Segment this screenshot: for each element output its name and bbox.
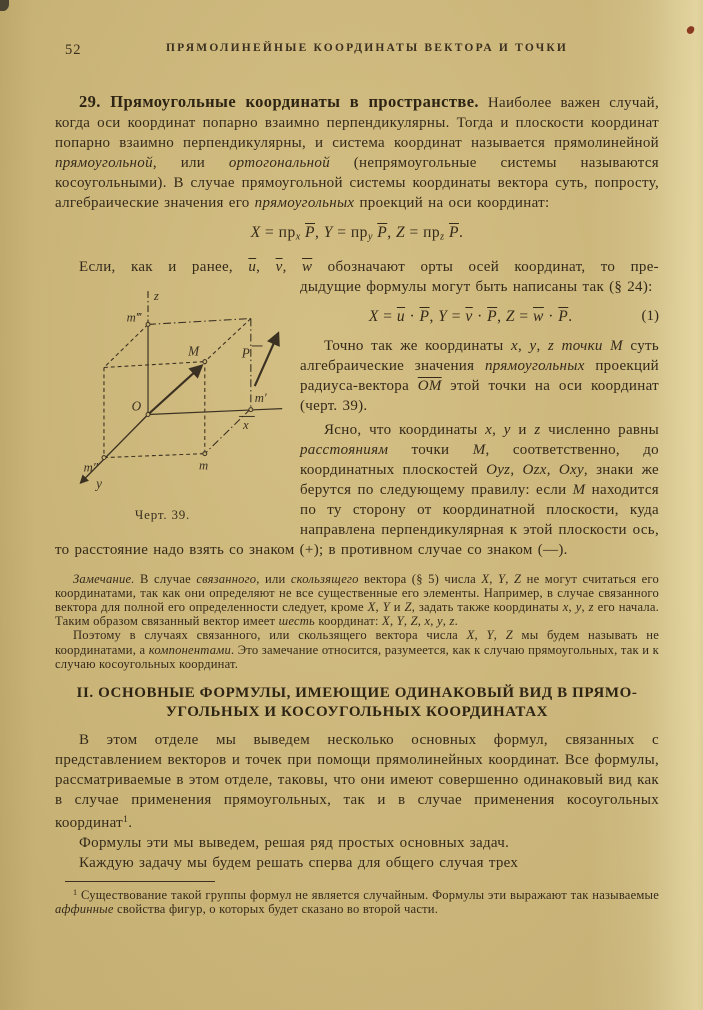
x-axis [148, 408, 282, 414]
paragraph-formuly: Формулы эти мы выведем, решая ряд простых основных задач. [79, 834, 510, 851]
vector-P [255, 333, 279, 386]
section-2-heading [55, 684, 659, 722]
paragraph-yasno: Ясно, что координаты x, y и z численно равны расстояниям точки M, соответственно, до координатных плоскостей Oyz, Ozx, Oxy, знаки же берутся по следующему правилу: если M находится по ту сторону от координатной плоскости, куда направлена перпендикулярная к этой плоскости ось, то расстояние надо взять со знаком (+); в противном случае со знаком (—). [55, 421, 660, 558]
point-M [203, 359, 207, 363]
label-x: x [243, 417, 249, 432]
paragraph-section2-intro: В этом отделе мы выведем несколько основных формул, связанных с представлением векторов и точек при помощи прямолинейных координат. Все формулы, рассматриваемые в этом отделе, таковы, что они имеют совершенно одинаковый вид как в случае применения прямоугольных, так и в случае применения косоугольных координат$^1$. [55, 731, 659, 831]
point-m-double [102, 455, 106, 459]
label-P: P [241, 345, 250, 361]
point-m [203, 451, 207, 455]
point-m-prime [249, 407, 253, 411]
figure-caption: Черт. 39. [134, 506, 191, 522]
remark-block [55, 572, 659, 671]
paragraph-section29: 29. Прямоугольные координаты в пространстве. Наиболее важен случай, когда оси координат попарно взаимно перпендикулярны. Тогда и плоскости координат попарно взаимно перпендикулярны, и система координат называется прямолинейной прямоугольной, или ортогональной (непрямоугольные системы называются косоугольными). В случае прямоугольной системы координаты вектора суть, попросту, алгебраические значения его прямоугольных проекций на оси координат: [55, 92, 659, 211]
figure-chert-39 [55, 283, 290, 523]
box-bottom-edge [104, 453, 205, 457]
section-2-heading-line1: II. ОСНОВНЫЕ ФОРМУЛЫ, ИМЕЮЩИЕ ОДИНАКОВЫЙ ВИД В ПРЯМО- [76, 684, 638, 701]
label-M: M [188, 343, 200, 359]
footnote-text: $^1$ Существование такой группы формул не является случайным. Формулы эти выражают так называемые аффинные свойства фигур, о которых будет сказано во второй части. [55, 887, 659, 917]
paragraph-orts-continuation: дыдущие формулы могут быть написаны так (§ 24): [300, 278, 653, 295]
formula-1-body: $X = \overline{u} \cdot \overline{P}$, $Y = \overline{v} \cdot \overline{P}$, $Z = \overline{w} \cdot \overline{P}$. [368, 307, 573, 325]
running-title: ПРЯМОЛИНЕЙНЫЕ КООРДИНАТЫ ВЕКТОРА И ТОЧКИ [165, 42, 569, 54]
label-z: z [153, 288, 159, 303]
footnote-rule [65, 881, 215, 882]
paragraph-orts-line1: Если, как и ранее, $\overline{u}$, $\overline{v}$, $\overline{w}$ обозначают орты осей координат, то пре- [79, 258, 659, 275]
section-2-heading-line2: УГОЛЬНЫХ И КОСОУГОЛЬНЫХ КООРДИНАТАХ [165, 703, 549, 720]
page-number: 52 [65, 42, 82, 58]
box-top-right-edge [148, 318, 251, 324]
label-O: O [131, 398, 142, 414]
paragraph-tochno: Точно так же координаты x, y, z точки M суть алгебраические значения прямоугольных проекций радиуса-вектора $\overline{OM}$ этой точки на оси координат (черт. 39). [300, 337, 659, 414]
label-m-triple: m‴ [126, 309, 142, 324]
remark-paragraph-2: Поэтому в случаях связанного, или скользящего вектора числа X, Y, Z мы будем называть не координатами, а компонентами. Это замечание относится, разумеется, как к случаю прямоугольных, так и к случаю косоугольных координат. [55, 628, 660, 671]
label-y: y [96, 475, 102, 491]
page-header [55, 42, 659, 60]
paragraph-kazhduyu: Каждую задачу мы будем решать сперва для общего случая трех [79, 854, 519, 871]
label-m-double: m″ [83, 459, 99, 474]
radius-vector-OM [148, 365, 202, 414]
label-m: m [198, 457, 209, 472]
box-top-left-edge [104, 324, 148, 367]
formula-projections: X = прx $\overline{P}$, Y = прy $\overline{P}$, Z = прz $\overline{P}$. [250, 224, 464, 243]
point-m-triple [146, 322, 150, 326]
point-O [146, 412, 150, 416]
box-top-back-edge [104, 361, 205, 367]
footnote-block [55, 881, 659, 917]
remark-paragraph-1: Замечание. В случае связанного, или скользящего вектора (§ 5) числа X, Y, Z не могут считаться его координатами, так как они определяют не все существенные его элементы. Например, в случае связанного вектора для полной его определенности следует, кроме X, Y и Z, задать также координаты x, y, z его начала. Таким образом связанный вектор имеет шесть координат: X, Y, Z, x, y, z. [55, 571, 659, 629]
label-m-prime: m′ [254, 390, 267, 405]
coordinate-axes-figure [55, 283, 290, 498]
formula-number: (1) [641, 307, 659, 324]
